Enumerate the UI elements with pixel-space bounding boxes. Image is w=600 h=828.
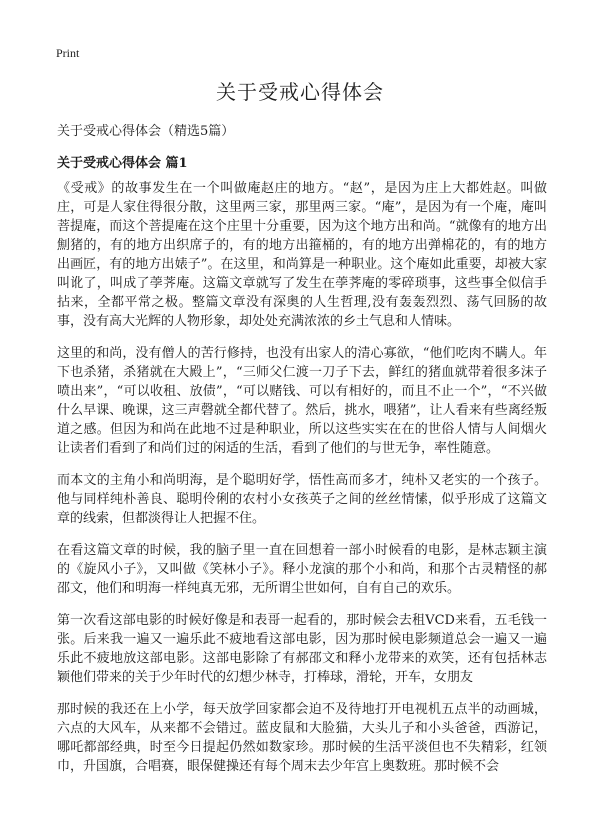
body-paragraph: 第一次看这部电影的时候好像是和表哥一起看的，那时候会去租VCD来看，五毛钱一张。后来我一遍又一遍乐此不疲地看这部电影，因为那时候电影频道总会一遍又一遍乐此不疲地放这部电影。这部电影除了有郝邵文和释小龙带来的欢笑，还有包括林志颖他们带来的关于少年时代的幻想少林寺，打棒球，滑轮，开车，女朋友 xyxy=(57,613,547,685)
body-paragraph: 这里的和尚，没有僧人的苦行修持，也没有出家人的清心寡欲，“他们吃肉不瞒人。年下也杀猪，杀猪就在大殿上”，“三师父仁渡一刀子下去，鲜红的猪血就带着很多沫子喷出来”，“可以收租、放债”，“可以赌钱、可以有相好的，而且不止一个”，“不兴做什么早课、晚课，这三声磬就全都代替了。然后，挑水，喂猪”，让人看来有些离经叛道之感。但因为和尚在此地不过是种职业，所以这些实实在在的世俗人情与人间烟火让读者们看到了和尚们过的闲适的生活，看到了他们的与世无争，率性随意。 xyxy=(57,346,547,456)
article-body xyxy=(57,179,547,824)
section-heading: 关于受戒心得体会 篇1 xyxy=(57,156,188,171)
body-paragraph: 在看这篇文章的时候，我的脑子里一直在回想着一部小时候看的电影，是林志颖主演的《旋风小子》，又叫做《笑林小子》。释小龙演的那个小和尚，和那个古灵精怪的郝邵文，他们和明海一样纯真无邪，无所谓尘世如何，自有自己的欢乐。 xyxy=(57,543,547,596)
body-paragraph: 《受戒》的故事发生在一个叫做庵赵庄的地方。“赵”，是因为庄上大都姓赵。叫做庄，可是人家住得很分散，这里两三家，那里两三家。“庵”，是因为有一个庵，庵叫菩提庵，而这个菩提庵在这个庄里十分重要，因为这个地方出和尚。“就像有的地方出劁猪的，有的地方出织席子的，有的地方出箍桶的，有的地方出弹棉花的，有的地方出画匠，有的地方出婊子”。在这里，和尚算是一种职业。这个庵如此重要，却被大家叫讹了，叫成了荸荠庵。这篇文章就写了发生在荸荠庵的零碎琐事，这些事全似信手拈来，全都平常之极。整篇文章没有深奥的人生哲理,没有轰轰烈烈、荡气回肠的故事，没有高大光辉的人物形象，却处处充满浓浓的乡土气息和人情味。 xyxy=(57,181,547,329)
body-paragraph: 而本文的主角小和尚明海，是个聪明好学，悟性高而多才，纯朴又老实的一个孩子。他与同样纯朴善良、聪明伶俐的农村小女孩英子之间的丝丝情愫，似乎形成了这篇文章的线索，但都淡得让人把握不住。 xyxy=(57,473,547,526)
article-subtitle: 关于受戒心得体会（精选5篇） xyxy=(57,124,235,139)
page-title: 关于受戒心得体会 xyxy=(216,80,384,104)
print-link[interactable]: Print xyxy=(56,46,80,60)
body-paragraph: 那时候的我还在上小学，每天放学回家都会迫不及待地打开电视机五点半的动画城，六点的大风车，从来都不会错过。蓝皮鼠和大脸猫，大头儿子和小头爸爸，西游记，哪吒都部经典，时至今日提起仍然如数家珍。那时候的生活平淡但也不失精彩，红领巾，升国旗，合唱赛，眼保健操还有每个周末去少年宫上奥数班。那时候不会 xyxy=(57,702,547,774)
